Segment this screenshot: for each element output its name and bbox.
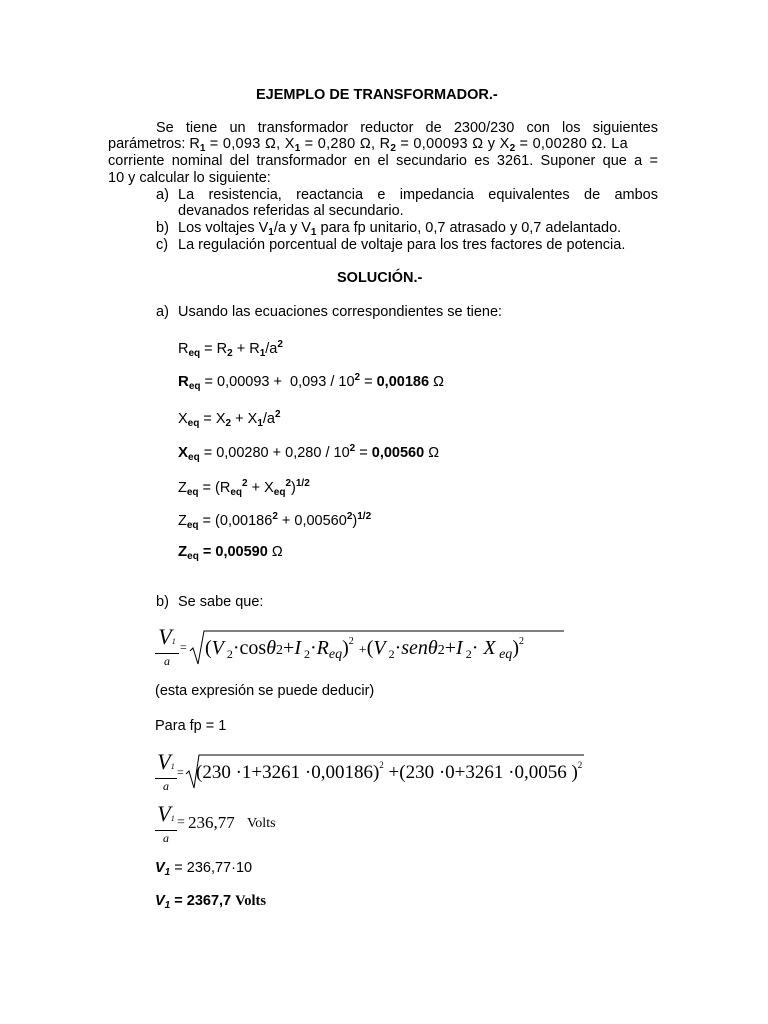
intro-line-2: parámetros: $R_1 = 0,093$ Ω, $X_1 = 0,280$ Ω, $R_2 = 0,00093$ Ω y $X_2 = 0,00280$ Ω. La — [108, 136, 628, 154]
zeq-formula: $Z_{eq} = (R_{eq}^2 + X_{eq}^2)^{1/2}$ — [178, 478, 310, 498]
list-item-a-text-2: devanados referidas al secundario. — [178, 203, 404, 219]
zeq-result: $Z_{eq} = 0,00590$ Ω — [178, 543, 283, 562]
req-formula: $R_{eq} = R_2 + R_1/a^2$ — [178, 339, 283, 359]
req-calculation: $R_{eq} = 0,00093 + 0,093 / 10^2 = 0,00186$ Ω — [178, 372, 444, 392]
fp-label: Para fp = 1 — [155, 718, 227, 734]
v1-calculation: $V_1 = 236,77\cdot 10$ — [155, 860, 253, 878]
part-a-marker: a) — [156, 304, 169, 320]
list-item-b-marker: b) — [156, 220, 169, 236]
list-item-a-text-1: La resistencia, reactancia e impedancia equivalentes de ambos — [178, 187, 658, 203]
intro-line-1: Se tiene un transformador reductor de 2300/230 con los siguientes — [156, 120, 658, 136]
xeq-calculation: $X_{eq} = 0,00280 + 0,280 / 10^2 = 0,00560$ Ω — [178, 443, 440, 463]
zeq-calculation: $Z_{eq} = (0,00186^2 + 0,00560^2)^{1/2}$ — [178, 511, 372, 531]
deduction-note: (esta expresión se puede deducir) — [155, 683, 375, 699]
xeq-formula: $X_{eq} = X_2 + X_1/a^2$ — [178, 409, 281, 429]
part-a-intro: Usando las ecuaciones correspondientes se tiene: — [178, 304, 503, 320]
list-item-c-text: La regulación porcentual de voltaje para los tres factores de potencia. — [178, 237, 626, 253]
v1-result: $V_1 = 2367,7$ Volts — [155, 893, 267, 911]
list-item-c-marker: c) — [156, 237, 169, 253]
list-item-a-marker: a) — [156, 187, 169, 203]
page-title: EJEMPLO DE TRANSFORMADOR.- — [256, 87, 498, 103]
intro-line-4: 10 y calcular lo siguiente: — [108, 170, 271, 186]
part-b-intro: Se sabe que: — [178, 594, 264, 610]
part-b-marker: b) — [156, 594, 169, 610]
solution-title: SOLUCIÓN.- — [337, 270, 423, 286]
list-item-b-text: Los voltajes $V_1/a$ y $V_1$ para fp unitario, 0,7 atrasado y 0,7 adelantado. — [178, 220, 622, 238]
intro-line-3: corriente nominal del transformador en el secundario es 3261. Suponer que a = — [108, 153, 658, 169]
